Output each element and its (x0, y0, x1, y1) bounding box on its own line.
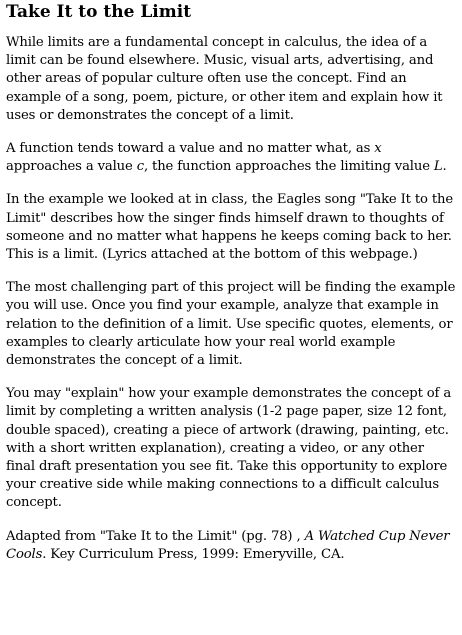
variable-c: c (136, 159, 144, 175)
citation-prefix: Adapted from "Take It to the Limit" (pg. 78) , (6, 528, 305, 544)
definition-text-4: . (442, 159, 447, 175)
citation-book-title: A Watched Cup Never Cools (6, 528, 450, 562)
options-paragraph: You may "explain" how your example demonstrates the concept of a limit by completing a written analysis (1-2 page paper, size 12 font, double spaced), creating a piece of artwork (drawing, painting, etc. with a short written explanation), creating a video, or any other final draft presentation you see fit. Take this opportunity to explore your creative side while making connections to a difficult calculus concept. (6, 386, 452, 511)
citation-paragraph (6, 528, 456, 564)
example-paragraph: In the example we looked at in class, the Eagles song "Take It to the Limit" describes how the singer finds himself drawn to thoughts of someone and no matter what happens he keeps coming back to her. This is a limit. (Lyrics attached at the bottom of this webpage.) (6, 192, 454, 263)
definition-text-1: A function tends toward a value and no matter what, as (6, 141, 375, 157)
intro-paragraph: While limits are a fundamental concept in calculus, the idea of a limit can be found elsewhere. Music, visual arts, advertising, and other areas of popular culture often use the concept. Find an example of a song, poem, picture, or other item and explain how it uses or demonstrates the concept of a limit. (6, 35, 443, 123)
definition-text-3: , the function approaches the limiting value (143, 159, 434, 175)
page-title: Take It to the Limit (6, 2, 192, 22)
definition-text-2: approaches a value (6, 159, 137, 175)
variable-x: x (374, 141, 382, 157)
definition-paragraph (6, 140, 456, 176)
citation-suffix: . Key Curriculum Press, 1999: Emeryville, CA. (42, 546, 345, 562)
challenge-paragraph: The most challenging part of this project will be finding the example you will use. Once you find your example, analyze that example in relation to the definition of a limit. Use specific quotes, elements, or examples to clearly articulate how your real world example demonstrates the concept of a limit. (6, 280, 456, 369)
variable-l: L (433, 159, 443, 175)
